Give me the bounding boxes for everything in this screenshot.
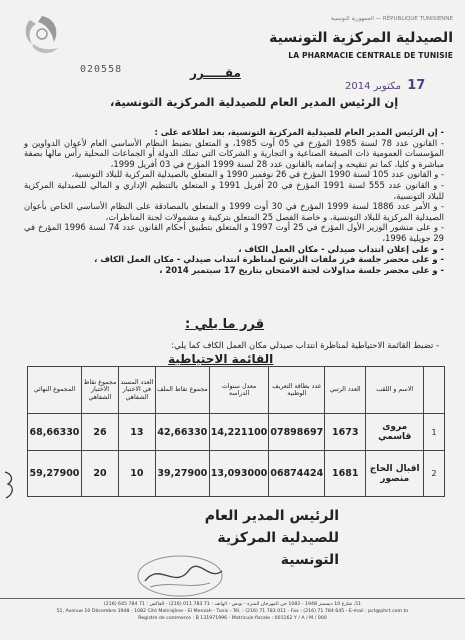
row-index: 2 <box>424 451 445 497</box>
list-title: القائمة الاحتياطية <box>168 352 274 366</box>
table-header-row <box>28 367 445 414</box>
column-header: مجموع نقاط الاختبار الشفاهي <box>81 367 118 414</box>
preamble: - إن الرئيس المدير العام للصيدلية المركزية التونسية، بعد اطلاعه على : <box>154 127 444 137</box>
final-total: 68,66330 <box>28 414 82 451</box>
page-footer <box>0 598 465 622</box>
date-day: 17 <box>407 78 426 93</box>
file-total: 39,27900 <box>155 451 209 497</box>
document-number: 020558 <box>80 64 123 75</box>
footer-registration: Registre de commerce : B 131971996 - Matricule fiscale : 001162 Y / A / M / 000 <box>138 616 327 621</box>
id-card-number: 06874424 <box>269 451 325 497</box>
candidate-name: مروى قاسمي <box>366 414 424 451</box>
file-total: 42,66330 <box>155 414 209 451</box>
table-row <box>28 414 445 451</box>
org-name-french: LA PHARMACIE CENTRALE DE TUNISIE <box>288 51 453 60</box>
column-header: معدل سنوات الدراسة <box>209 367 269 414</box>
consideration-item: - القانون عدد 78 لسنة 1985 المؤرخ في 05 أوت 1985، و المتعلق بضبط النظام الأساسي العام لأعوان الدواوين و المؤسسات العمومية ذات الصبغة الصناعية و التجارية و الشركات التي تملك الدولة أو الجماعات المحلية رأس مالها بصفة مباشرة و كليا، كما تم تنقيحه و إتمامه بالقانون عدد 28 لسنة 1999 المؤرخ في 03 أفريل 1999، <box>24 137 444 169</box>
reserve-list-table <box>27 366 445 497</box>
handwritten-initials-icon <box>2 468 18 502</box>
document-heading: إن الرئيس المدير العام للصيدلية المركزية التونسية، <box>110 95 399 109</box>
org-name-arabic: الصيدلية المركزية التونسية <box>269 30 453 46</box>
row-index: 1 <box>424 414 445 451</box>
table-row <box>28 451 445 497</box>
document-body <box>24 127 444 275</box>
study-average: 14,221100 <box>209 414 269 451</box>
final-total: 59,27900 <box>28 451 82 497</box>
column-header: مجموع نقاط الملف <box>155 367 209 414</box>
id-card-number: 07898697 <box>269 414 325 451</box>
oral-total: 26 <box>81 414 118 451</box>
republic-label: الجمهورية التونسية — RÉPUBLIQUE TUNISIENNE <box>330 16 453 22</box>
consideration-item: - و على منشور الوزير الأول المؤرخ في 25 أوت 1997 و المتعلق بتطبيق أحكام القانون عدد 74 لسنة 1996 المؤرخ في 29 جويلية 1996، <box>24 222 444 243</box>
footer-address-arabic: 51، شارع 10 ديسمبر 1948 - 1082 حي المهرجان المنزه - تونس - الهاتف : 71 783 011 (216) - الفاكس : 71 784 645 (216) <box>103 602 362 607</box>
consideration-item: - و القانون عدد 105 لسنة 1990 المؤرخ في 26 نوفمبر 1990 و المتعلق بالصيدلية المركزية للبلاد التونسية، <box>71 169 444 180</box>
rank-number: 1673 <box>325 414 366 451</box>
document-date <box>345 78 425 93</box>
column-header <box>424 367 445 414</box>
decision-title: قرر ما يلي : <box>185 317 265 332</box>
consideration-item: - و القانون عدد 555 لسنة 1991 المؤرخ في 20 أفريل 1991 و المتعلق بالتنظيم الإداري و المالي للصيدلية المركزية للبلاد التونسية، <box>24 179 444 201</box>
rank-number: 1681 <box>325 451 366 497</box>
signature-title-line2: للصيدلية المركزية التونسية <box>217 530 339 568</box>
official-stamp-icon <box>130 551 230 601</box>
consideration-item: - و على محضر جلسة فرز ملفات الترشح لمناظرة انتداب صيدلي - مكان العمل الكاف ، <box>94 254 444 265</box>
column-header: الاسم و اللقب <box>366 367 424 414</box>
signature-title-line1: الرئيس المدير العام <box>204 508 339 524</box>
study-average: 13,093000 <box>209 451 269 497</box>
column-header: عدد بطاقة التعريف الوطنية <box>269 367 325 414</box>
decision-intro: - تضبط القائمة الاحتياطية لمناظرة انتداب صيدلي مكان العمل الكاف كما يلي: <box>171 340 439 350</box>
consideration-item: - و على محضر جلسة مداولات لجنة الامتحان بتاريخ 17 سبتمبر 2014 ، <box>159 264 444 275</box>
candidate-name: اقبال الحاج منصور <box>366 451 424 497</box>
oral-grade: 13 <box>118 414 155 451</box>
column-header: العدد المسند في الاختبار الشفاهي <box>118 367 155 414</box>
consideration-item: - و على إعلان انتداب صيدلي - مكان العمل الكاف ، <box>238 243 444 254</box>
date-month-year: مكتوبر 2014 <box>345 81 401 92</box>
footer-address-french: 51, Avenue 10 Décembre 1948 - 1082 Cité Mahrajène - El Menzah - Tunis - Tél. : (216) 71 783 011 - Fax : (216) 71 784 645 - E-mail : pct@phct.com.tn <box>56 609 409 614</box>
oral-grade: 10 <box>118 451 155 497</box>
pharmacy-logo-icon <box>20 12 64 62</box>
column-header: المجموع النهائي <box>28 367 82 414</box>
oral-total: 20 <box>81 451 118 497</box>
column-header: العدد الرتبي <box>325 367 366 414</box>
document-type-title: مقـــــرر <box>190 66 241 80</box>
consideration-item: - و الأمر عدد 1886 لسنة 1999 المؤرخ في 30 أوت 1999 و المتعلق بالمصادقة على النظام الأساسي الخاص بأعوان الصيدلية المركزية للبلاد التونسية، و خاصة الفصل 25 المتعلق بتركيبة و مشمولات لجنة المناظرات، <box>24 201 444 222</box>
